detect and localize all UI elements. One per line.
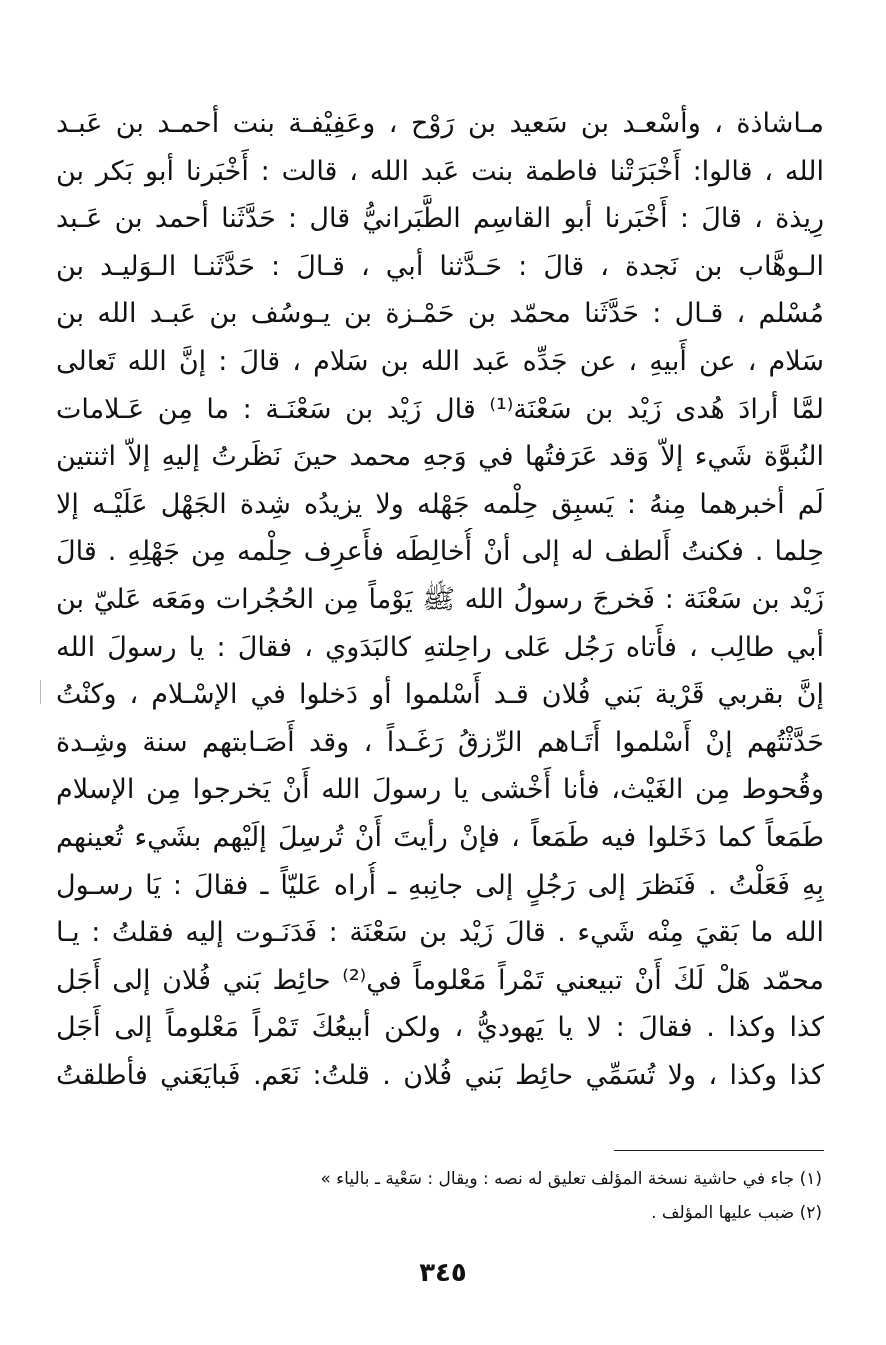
text-line: لَم أخبرهما مِنهُ : يَسبِق حِلْمه جَهْله ولا يزيدُه شِدة الجَهْل عَلَيْـه إلا — [56, 488, 824, 520]
footnote-2: (٢) ضبب عليها المؤلف . — [651, 1203, 822, 1223]
text-line: بِهِ فَعَلْتُ . فَنَظرَ إلى رَجُلٍ إلى جانِبهِ ـ أُراه عَليّاً ـ فقالَ : يَا رسـول — [56, 869, 824, 901]
text-line: الـوهَّاب بن نَجدة ، قالَ : حَـدَّثنا أبي ، قـالَ : حَدَّثَنـا الـوَليـد بن — [56, 250, 824, 282]
text-line: طَمَعاً كما دَخَلوا فيه طَمَعاً ، فإنْ رأيتَ أَنْ تُرسِلَ إلَيْهم بشَيء تُعينهم — [56, 821, 824, 853]
scan-margin-mark — [40, 680, 41, 704]
footnote-divider — [614, 1150, 824, 1151]
text-line: النُبوَّة شَيء إلاّ وَقد عَرَفتُها في وَجهِ محمد حينَ نَظَرتُ إليهِ إلاّ اثنتين — [56, 441, 824, 473]
footnotes — [222, 1162, 822, 1230]
text-line: وقُحوط مِن الغَيْث، فأنا أَخْشى يا رسولَ الله أَنْ يَخرجوا مِن الإسلام — [56, 774, 824, 806]
text-line: زَيْد بن سَعْنَة : فَخرجَ رسولُ الله ﷺ يَوْماً مِن الحُجُرات ومَعَه عَليّ بن — [56, 583, 824, 615]
footnote-1: (١) جاء في حاشية نسخة المؤلف تعليق له نصه : ويقال : سَعْية ـ بالياء » — [320, 1169, 822, 1189]
text-line: حِلما . فكنتُ أَلطف له إلى أنْ أُخالِطَه فأَعرِف حِلْمه مِن جَهْلِهِ . قالَ — [56, 536, 824, 568]
text-line: مـاشاذة ، وأسْعـد بن سَعيد بن رَوْح ، وعَفِيْفـة بنت أحمـد بن عَبـد — [56, 108, 824, 139]
text-line: لمَّا أرادَ هُدى زَيْد بن سَعْنَة⁽¹⁾ قال زَيْد بن سَعْنَـة : ما مِن عَـلامات — [56, 393, 824, 425]
text-line: كذا وكذا . فقالَ : لا يا يَهوديُّ ، ولكن أبيعُكَ تَمْراً مَعْلوماً إلى أَجَل — [56, 1012, 824, 1044]
main-text-block — [56, 100, 824, 1099]
text-line: كذا وكذا ، ولا تُسَمِّي حائِط بَني فُلان . قلتُ: نَعَم. فَبايَعَني فأطلقتُ — [56, 1059, 824, 1091]
text-line: الله ، قالوا: أَخْبَرَتْنا فاطمة بنت عَبد الله ، قالت : أَخْبَرنا أبو بَكر بن — [56, 155, 824, 187]
text-line: إنَّ بقربي قَرْية بَني فُلان قـد أَسْلموا أو دَخلوا في الإسْـلام ، وكنْتُ — [56, 679, 824, 711]
text-line: الله ما بَقيَ مِنْه شَيء . قالَ زَيْد بن سَعْنَة : فَدَنَـوت إليه فقلتُ : يـا — [56, 917, 824, 949]
text-line: سَلام ، عن أَبيهِ ، عن جَدِّه عَبد الله بن سَلام ، قالَ : إنَّ الله تَعالى — [56, 345, 824, 377]
text-line: مُسْلم ، قـال : حَدَّثَنا محمّد بن حَمْـزة بن يـوسُف بن عَبـد الله بن — [56, 298, 824, 330]
text-line: حَدَّثْتُهم إنْ أَسْلموا أَتَـاهم الرِّزقُ رَغَـداً ، وقد أَصَـابتهم سنة وشِـدة — [56, 726, 824, 758]
text-line: محمّد هَلْ لَكَ أَنْ تبيعني تَمْراً مَعْلوماً في⁽²⁾ حائِط بَني فُلان إلى أَجَل — [56, 964, 824, 996]
page-number: ٣٤٥ — [419, 1258, 467, 1288]
text-line: أبي طالِب ، فأَتاه رَجُل عَلى راحِلتهِ كالبَدَوي ، فقالَ : يا رسولَ الله — [56, 631, 824, 663]
text-line: رِيذة ، قالَ : أَخْبَرنا أبو القاسِم الطَّبَرانيُّ قال : حَدَّثَنا أحمد بن عَـبد — [56, 203, 824, 235]
